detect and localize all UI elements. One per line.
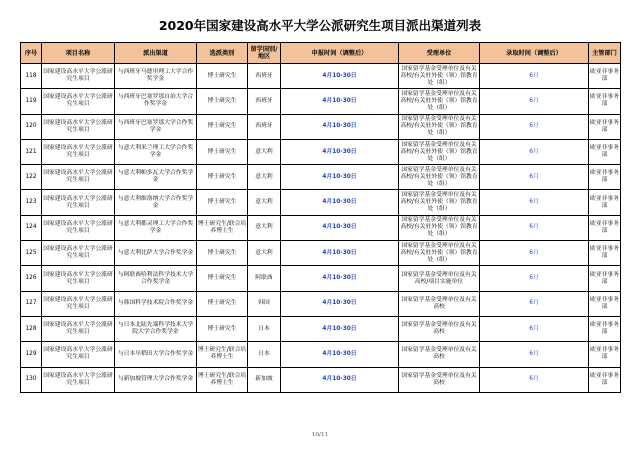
cell-admit-time: 6月 [480,139,589,164]
cell-admit-time: 6月 [480,266,589,291]
cell-country: 西班牙 [248,89,281,114]
cell-country: 意大利 [248,215,281,240]
cell-no: 130 [21,367,42,392]
cell-category: 博士研究生 [197,64,248,89]
cell-unit: 国家留学基金受理单位及有关高校 [399,316,480,341]
cell-channel: 与日本北陆先端科学技术大学院大学合作奖学金 [115,316,197,341]
cell-category: 博士研究生/联合培养博士生 [197,215,248,240]
table-row [21,165,621,190]
cell-channel: 与新加坡管理大学合作奖学金 [115,367,197,392]
table-row [21,291,621,316]
cell-no: 120 [21,114,42,139]
cell-dept: 欧亚非事务部 [589,165,621,190]
cell-no: 121 [21,139,42,164]
table-row [21,266,621,291]
cell-category: 博士研究生/联合培养博士生 [197,367,248,392]
cell-no: 118 [21,64,42,89]
cell-admit-time: 6月 [480,291,589,316]
cell-category: 博士研究生/联合培养博士生 [197,342,248,367]
cell-apply-time: 4月10-30日 [281,165,399,190]
cell-country: 意大利 [248,139,281,164]
cell-unit: 国家留学基金受理单位及有关高校 [399,291,480,316]
cell-project: 国家建设高水平大学公派研究生项目 [42,64,115,89]
cell-category: 博士研究生 [197,266,248,291]
table-row [21,342,621,367]
cell-apply-time: 4月10-30日 [281,266,399,291]
cell-dept: 欧亚非事务部 [589,316,621,341]
cell-country: 意大利 [248,165,281,190]
cell-apply-time: 4月10-30日 [281,367,399,392]
cell-apply-time: 4月10-30日 [281,190,399,215]
table-row [21,215,621,240]
page-title: 2020年国家建设高水平大学公派研究生项目派出渠道列表 [158,18,482,33]
cell-admit-time: 6月 [480,342,589,367]
table-row [21,190,621,215]
cell-no: 123 [21,190,42,215]
cell-admit-time: 6月 [480,316,589,341]
cell-apply-time: 4月10-30日 [281,89,399,114]
cell-no: 126 [21,266,42,291]
cell-no: 127 [21,291,42,316]
cell-channel: 与西班牙巴塞罗那自治大学合作奖学金 [115,89,197,114]
cell-channel: 与西班牙马德里理工大学合作奖学金 [115,64,197,89]
cell-project: 国家建设高水平大学公派研究生项目 [42,139,115,164]
cell-no: 119 [21,89,42,114]
cell-apply-time: 4月10-30日 [281,316,399,341]
cell-no: 128 [21,316,42,341]
cell-project: 国家建设高水平大学公派研究生项目 [42,316,115,341]
cell-project: 国家建设高水平大学公派研究生项目 [42,89,115,114]
header-admit-time: 录取时间（调整后） [480,43,589,64]
header-unit: 受理单位 [399,43,480,64]
cell-project: 国家建设高水平大学公派研究生项目 [42,342,115,367]
cell-dept: 欧亚非事务部 [589,64,621,89]
cell-admit-time: 6月 [480,190,589,215]
cell-channel: 与阿联酋哈利法科学技术大学合作奖学金 [115,266,197,291]
table-row [21,367,621,392]
cell-dept: 欧亚非事务部 [589,89,621,114]
cell-country: 西班牙 [248,114,281,139]
cell-dept: 欧亚非事务部 [589,367,621,392]
table-row [21,316,621,341]
cell-dept: 欧亚非事务部 [589,291,621,316]
cell-country: 阿联酋 [248,266,281,291]
cell-apply-time: 4月10-30日 [281,291,399,316]
cell-category: 博士研究生 [197,114,248,139]
header-project: 项目名称 [42,43,115,64]
cell-apply-time: 4月10-30日 [281,114,399,139]
cell-country: 意大利 [248,241,281,266]
cell-channel: 与意大利米兰理工大学合作奖学金 [115,139,197,164]
table-row [21,114,621,139]
cell-project: 国家建设高水平大学公派研究生项目 [42,266,115,291]
cell-dept: 欧亚非事务部 [589,215,621,240]
cell-no: 122 [21,165,42,190]
cell-apply-time: 4月10-30日 [281,139,399,164]
cell-channel: 与韩国科学技术院合作奖学金 [115,291,197,316]
cell-category: 博士研究生 [197,139,248,164]
cell-country: 日本 [248,316,281,341]
header-channel: 派出渠道 [115,43,197,64]
cell-category: 博士研究生 [197,165,248,190]
header-no: 序号 [21,43,42,64]
cell-admit-time: 6月 [480,114,589,139]
table-header-row [21,43,621,64]
cell-admit-time: 6月 [480,367,589,392]
cell-dept: 欧亚非事务部 [589,241,621,266]
cell-admit-time: 6月 [480,89,589,114]
cell-channel: 与意大利比萨大学合作奖学金 [115,241,197,266]
cell-unit: 国家留学基金受理单位及有关高校/有关驻外使（领）馆教育处（组） [399,139,480,164]
cell-unit: 国家留学基金受理单位及有关高校/有关驻外使（领）馆教育处（组） [399,64,480,89]
cell-unit: 国家留学基金受理单位及有关高校/有关驻外使（领）馆教育处（组） [399,215,480,240]
cell-country: 西班牙 [248,64,281,89]
cell-country: 韩国 [248,291,281,316]
header-category: 选派类别 [197,43,248,64]
cell-unit: 国家留学基金受理单位及有关高校/有关驻外使（领）馆教育处（组） [399,190,480,215]
cell-no: 129 [21,342,42,367]
page-indicator: 10/11 [311,432,329,438]
cell-channel: 与西班牙巴塞罗那大学合作奖学金 [115,114,197,139]
cell-unit: 国家留学基金受理单位及有关高校/有关驻外使（领）馆教育处（组） [399,241,480,266]
cell-apply-time: 4月10-30日 [281,342,399,367]
cell-project: 国家建设高水平大学公派研究生项目 [42,114,115,139]
cell-project: 国家建设高水平大学公派研究生项目 [42,241,115,266]
cell-unit: 国家留学基金受理单位及有关高校/有关驻外使（领）馆教育处（组） [399,114,480,139]
header-dept: 主管部门 [589,43,621,64]
cell-dept: 欧亚非事务部 [589,114,621,139]
table-row [21,139,621,164]
channel-table [20,42,621,393]
cell-category: 博士研究生 [197,316,248,341]
table-body [21,64,621,393]
cell-project: 国家建设高水平大学公派研究生项目 [42,215,115,240]
cell-category: 博士研究生 [197,89,248,114]
cell-project: 国家建设高水平大学公派研究生项目 [42,291,115,316]
header-apply-time: 申报时间（调整后） [281,43,399,64]
cell-unit: 国家留学基金受理单位及有关高校 [399,342,480,367]
cell-admit-time: 6月 [480,241,589,266]
cell-channel: 与意大利都灵理工大学合作奖学金 [115,215,197,240]
cell-admit-time: 6月 [480,215,589,240]
cell-country: 日本 [248,342,281,367]
cell-no: 125 [21,241,42,266]
cell-project: 国家建设高水平大学公派研究生项目 [42,190,115,215]
cell-unit: 国家留学基金受理单位及有关高校 [399,367,480,392]
cell-dept: 欧亚非事务部 [589,190,621,215]
cell-apply-time: 4月10-30日 [281,215,399,240]
cell-admit-time: 6月 [480,165,589,190]
table-row [21,89,621,114]
cell-unit: 国家留学基金受理单位及有关高校/有关驻外使（领）馆教育处（组） [399,165,480,190]
cell-project: 国家建设高水平大学公派研究生项目 [42,367,115,392]
cell-project: 国家建设高水平大学公派研究生项目 [42,165,115,190]
cell-unit: 国家留学基金受理单位及有关高校/有关驻外使（领）馆教育处（组） [399,89,480,114]
cell-channel: 与意大利维洛纳大学合作奖学金 [115,190,197,215]
cell-country: 新加坡 [248,367,281,392]
cell-dept: 欧亚非事务部 [589,266,621,291]
cell-dept: 欧亚非事务部 [589,139,621,164]
cell-country: 意大利 [248,190,281,215]
table-row [21,64,621,89]
cell-apply-time: 4月10-30日 [281,64,399,89]
cell-category: 博士研究生 [197,190,248,215]
cell-category: 博士研究生 [197,291,248,316]
cell-no: 124 [21,215,42,240]
cell-admit-time: 6月 [480,64,589,89]
cell-channel: 与意大利帕多瓦大学合作奖学金 [115,165,197,190]
header-country: 留学国别/地区 [248,43,281,64]
table-row [21,241,621,266]
cell-unit: 国家留学基金受理单位及有关高校/项目实施单位 [399,266,480,291]
cell-category: 博士研究生 [197,241,248,266]
cell-channel: 与日本早稻田大学合作奖学金 [115,342,197,367]
cell-apply-time: 4月10-30日 [281,241,399,266]
cell-dept: 欧亚非事务部 [589,342,621,367]
